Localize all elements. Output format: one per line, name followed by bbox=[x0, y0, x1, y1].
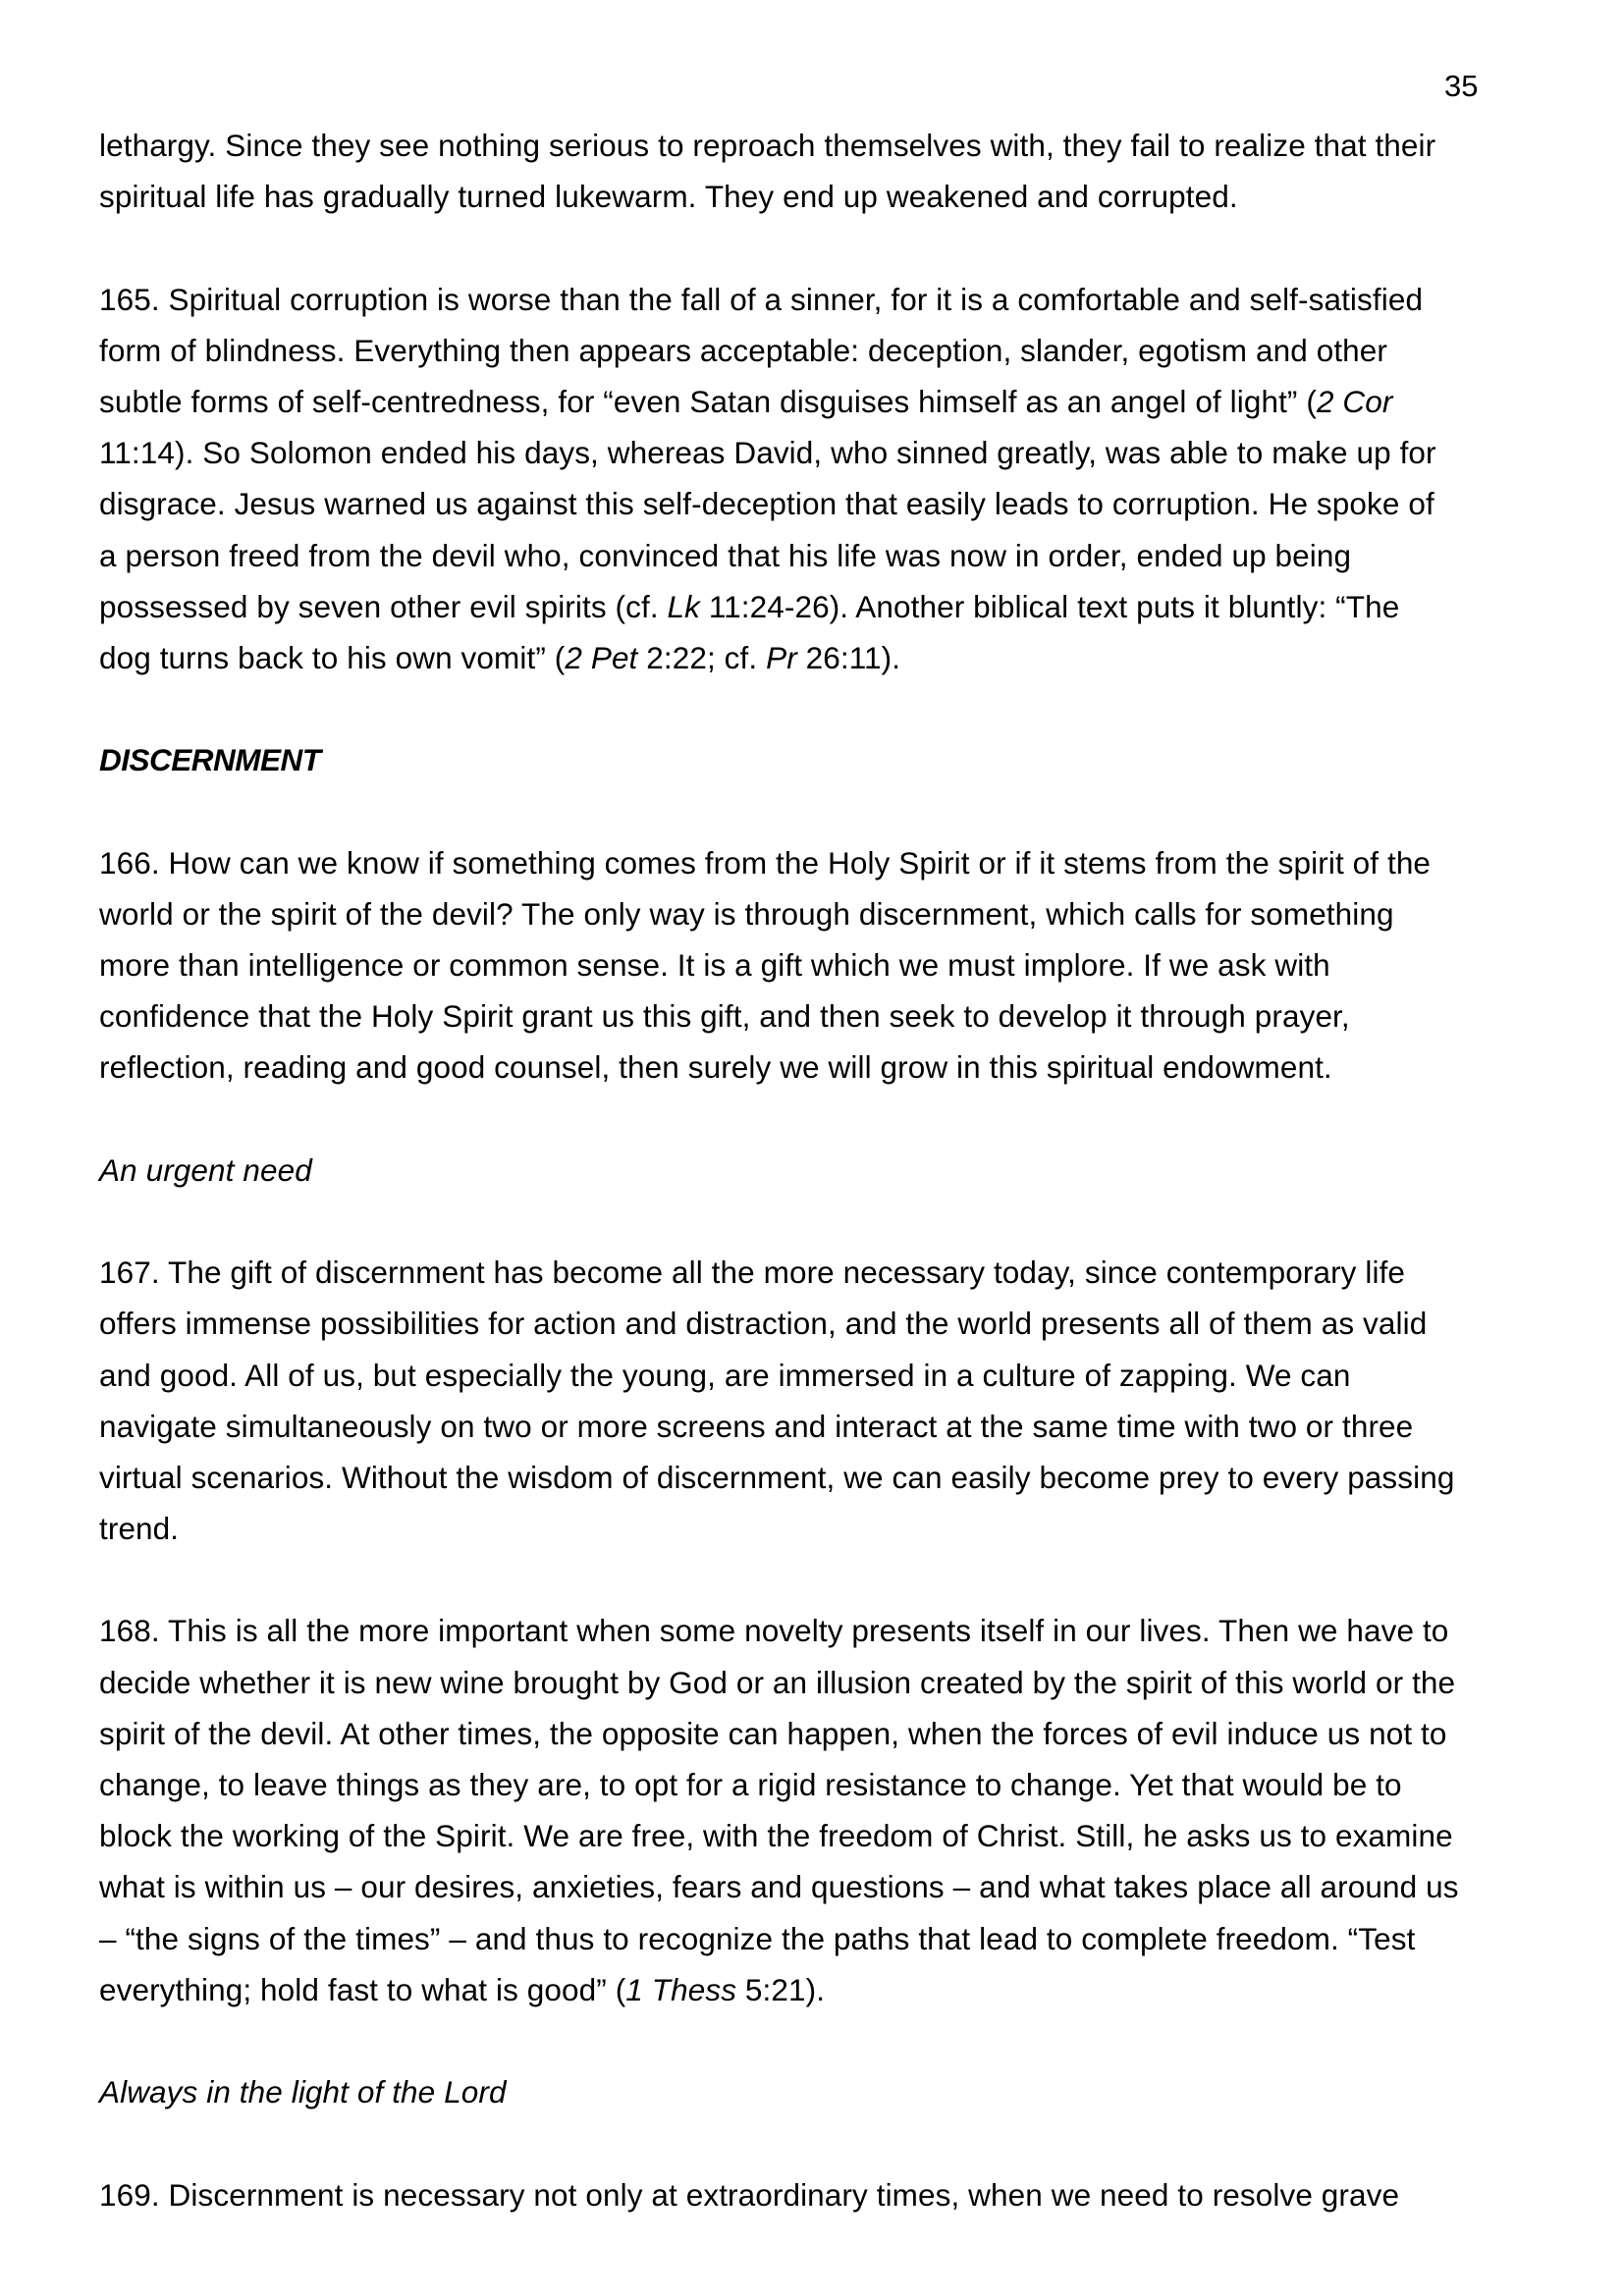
text-line: 166. How can we know if something comes from the Holy Spirit or if it stems from the spirit of the bbox=[99, 844, 1432, 881]
text-line: 167. The gift of discernment has become all the more necessary today, since contemporary life bbox=[99, 1255, 1406, 1291]
text-line bbox=[99, 376, 1533, 427]
text-line: spiritual life has gradually turned lukewarm. They end up weakened and corrupted. bbox=[99, 179, 1238, 215]
text-line: block the working of the Spirit. We are free, with the freedom of Christ. Still, he asks us to examine bbox=[99, 1818, 1453, 1854]
text-line: decide whether it is new wine brought by God or an illusion created by the spirit of this world or the bbox=[99, 1664, 1456, 1700]
page-number: 35 bbox=[1444, 69, 1479, 103]
text-line: offers immense possibilities for action and distraction, and the world presents all of them as valid bbox=[99, 1306, 1428, 1342]
subsection-heading: An urgent need bbox=[99, 1151, 312, 1188]
text-line: form of blindness. Everything then appears acceptable: deception, slander, egotism and other bbox=[99, 332, 1388, 368]
text-line: 165. Spiritual corruption is worse than the fall of a sinner, for it is a comfortable and self-satisfied bbox=[99, 281, 1424, 317]
paragraph-169 bbox=[99, 2169, 1533, 2220]
paragraph-gap bbox=[99, 1196, 1533, 1247]
text-line: world or the spirit of the devil? The only way is through discernment, which calls for something bbox=[99, 895, 1394, 932]
paragraph-166 bbox=[99, 837, 1533, 1094]
paragraph-167 bbox=[99, 1247, 1533, 1554]
scripture-reference: 1 Thess bbox=[625, 1971, 737, 2007]
scripture-reference: 2 Pet bbox=[565, 639, 638, 675]
paragraph-gap bbox=[99, 683, 1533, 734]
subsection-heading: Always in the light of the Lord bbox=[99, 2074, 507, 2110]
paragraph-gap bbox=[99, 1094, 1533, 1145]
scripture-reference: 2 Cor bbox=[1316, 383, 1393, 419]
text-line: change, to leave things as they are, to opt for a rigid resistance to change. Yet that would be to bbox=[99, 1767, 1402, 1802]
text-span: subtle forms of self-centredness, for “even Satan disguises himself as an angel of light” ( bbox=[99, 383, 1317, 419]
document-body bbox=[99, 120, 1533, 2220]
text-span: possessed by seven other evil spirits (cf. bbox=[99, 588, 668, 624]
scripture-reference: Pr bbox=[766, 639, 797, 675]
paragraph-gap bbox=[99, 2015, 1533, 2066]
text-line: a person freed from the devil who, convinced that his life was now in order, ended up being bbox=[99, 537, 1352, 573]
text-line: lethargy. Since they see nothing serious to reproach themselves with, they fail to realize that their bbox=[99, 128, 1436, 163]
text-span: everything; hold fast to what is good” ( bbox=[99, 1971, 626, 2007]
paragraph-gap bbox=[99, 2117, 1533, 2168]
paragraph-gap bbox=[99, 222, 1533, 273]
paragraph-168 bbox=[99, 1605, 1533, 2015]
paragraph-gap bbox=[99, 1554, 1533, 1605]
text-line: disgrace. Jesus warned us against this self-deception that easily leads to corruption. He spoke of bbox=[99, 486, 1434, 522]
text-line bbox=[99, 581, 1533, 632]
text-line: – “the signs of the times” – and thus to recognize the paths that lead to complete freedom. “Test bbox=[99, 1920, 1416, 1956]
text-line: navigate simultaneously on two or more screens and interact at the same time with two or three bbox=[99, 1408, 1414, 1444]
text-line: reflection, reading and good counsel, then surely we will grow in this spiritual endowment. bbox=[99, 1049, 1332, 1086]
text-span: 26:11). bbox=[796, 639, 901, 675]
text-line: 11:14). So Solomon ended his days, whereas David, who sinned greatly, was able to make up for bbox=[99, 435, 1436, 471]
paragraph-gap bbox=[99, 785, 1533, 836]
paragraph-continuation bbox=[99, 120, 1533, 222]
text-span: 11:24-26). Another biblical text puts it bluntly: “The bbox=[700, 588, 1400, 624]
scripture-reference: Lk bbox=[667, 588, 701, 624]
text-line: and good. All of us, but especially the young, are immersed in a culture of zapping. We can bbox=[99, 1357, 1351, 1393]
paragraph-165 bbox=[99, 274, 1533, 684]
text-line: more than intelligence or common sense. It is a gift which we must implore. If we ask with bbox=[99, 947, 1330, 983]
text-span: dog turns back to his own vomit” ( bbox=[99, 639, 566, 675]
text-line: spirit of the devil. At other times, the opposite can happen, when the forces of evil induce us not to bbox=[99, 1715, 1447, 1751]
text-line: trend. bbox=[99, 1511, 180, 1547]
text-line bbox=[99, 632, 1533, 683]
section-heading: DISCERNMENT bbox=[99, 742, 321, 778]
text-line bbox=[99, 1964, 1533, 2015]
text-span: 2:22; cf. bbox=[637, 639, 767, 675]
text-line: 169. Discernment is necessary not only at extraordinary times, when we need to resolve grave bbox=[99, 2176, 1400, 2213]
text-line: virtual scenarios. Without the wisdom of discernment, we can easily become prey to every passing bbox=[99, 1459, 1455, 1495]
text-span: 5:21). bbox=[736, 1971, 826, 2007]
text-line: confidence that the Holy Spirit grant us this gift, and then seek to develop it through prayer, bbox=[99, 998, 1350, 1035]
text-line: 168. This is all the more important when some novelty presents itself in our lives. Then we have to bbox=[99, 1613, 1449, 1649]
text-line: what is within us – our desires, anxieties, fears and questions – and what takes place all around us bbox=[99, 1869, 1459, 1905]
